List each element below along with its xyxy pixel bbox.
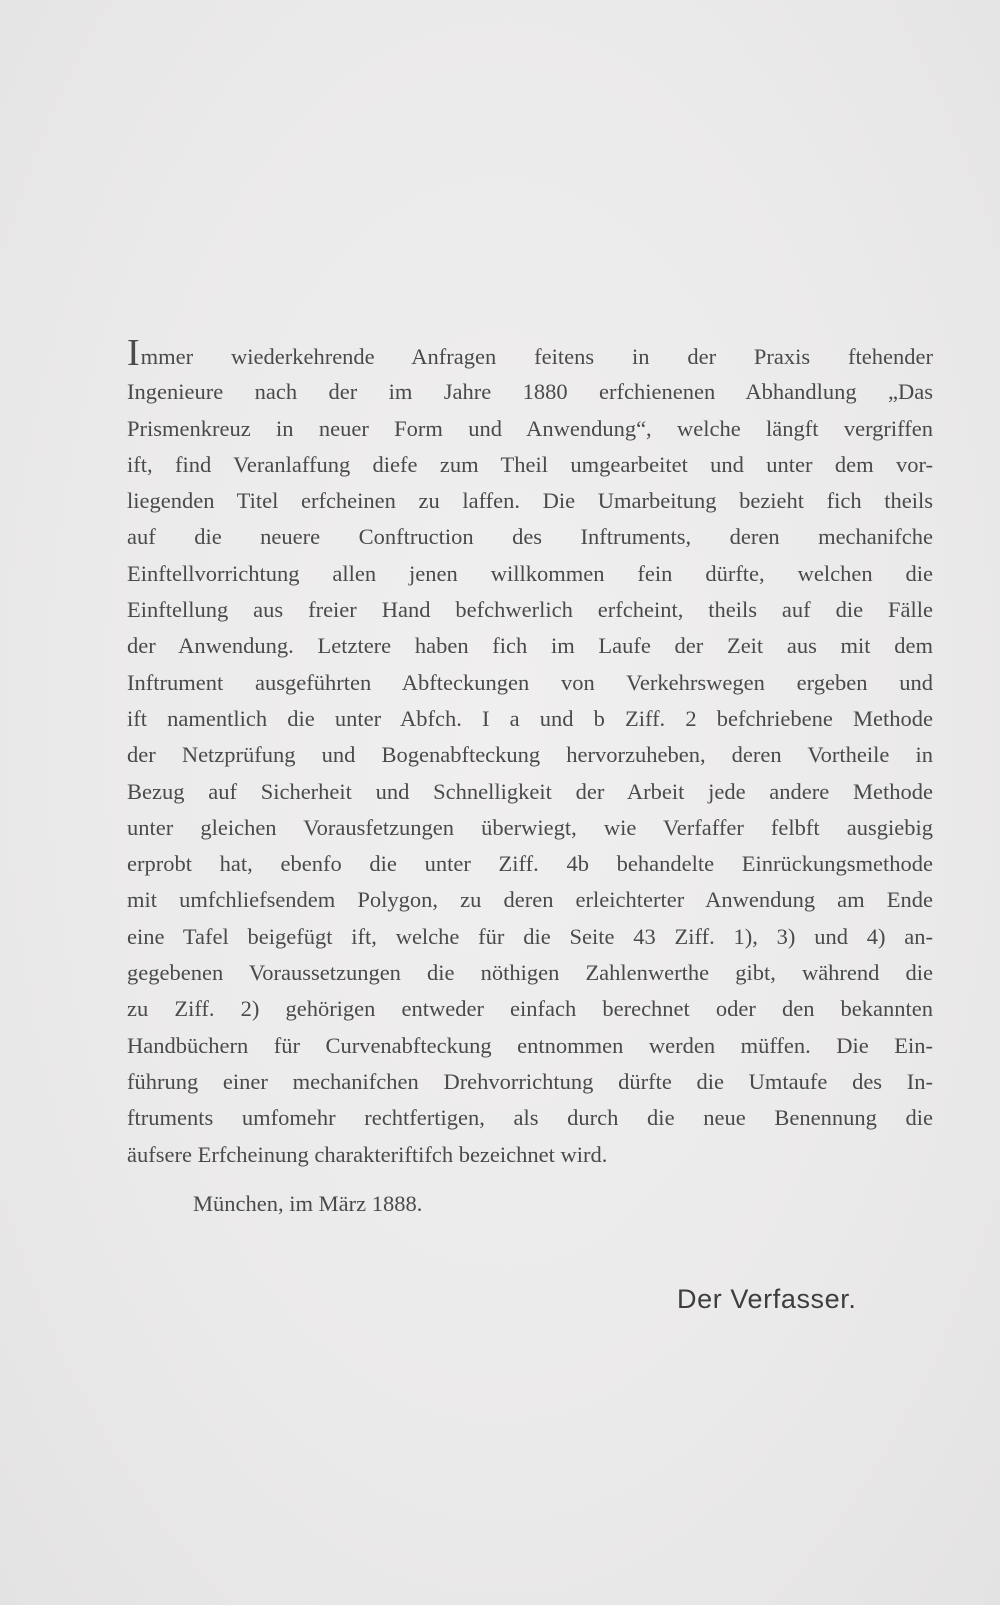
- text-line: Handbüchern für Curvenabfteckung entnommen werden müffen. Die Ein-: [127, 1032, 933, 1058]
- text-line: Prismenkreuz in neuer Form und Anwendung“, welche längft vergriffen: [127, 415, 933, 441]
- text-line: ift namentlich die unter Abfch. I a und b Ziff. 2 befchriebene Methode: [127, 705, 933, 731]
- text-line: Bezug auf Sicherheit und Schnelligkeit der Arbeit jede andere Methode: [127, 778, 933, 804]
- place-date: München, im März 1888.: [193, 1191, 423, 1216]
- text-line: Inftrument ausgeführten Abfteckungen von Verkehrswegen ergeben und: [127, 669, 933, 695]
- text-line: auf die neuere Conftruction des Inftruments, deren mechanifche: [127, 524, 933, 550]
- text-line: ift, find Veranlaffung diefe zum Theil umgearbeitet und unter dem vor-: [127, 451, 933, 477]
- text-line: der Netzprüfung und Bogenabfteckung hervorzuheben, deren Vortheile in: [127, 742, 933, 768]
- text-line-1-rest: mmer wiederkehrende Anfragen feitens in der Praxis ftehender: [140, 344, 933, 369]
- text-line: mit umfchliefsendem Polygon, zu deren erleichterter Anwendung am Ende: [127, 887, 933, 913]
- author-signature: Der Verfasser.: [677, 1284, 857, 1314]
- text-line: der Anwendung. Letztere haben fich im Laufe der Zeit aus mit dem: [127, 633, 933, 659]
- preface-text: [127, 332, 933, 1173]
- text-line: zu Ziff. 2) gehörigen entweder einfach berechnet oder den bekannten: [127, 996, 933, 1022]
- text-line-1: [127, 332, 933, 374]
- text-line-last: äufsere Erfcheinung charakteriftifch bezeichnet wird.: [127, 1141, 608, 1167]
- text-line: liegenden Titel erfcheinen zu laffen. Die Umarbeitung bezieht fich theils: [127, 488, 933, 514]
- text-line: führung einer mechanifchen Drehvorrichtung dürfte die Umtaufe des In-: [127, 1068, 933, 1094]
- text-line: erprobt hat, ebenfo die unter Ziff. 4b behandelte Einrückungsmethode: [127, 851, 933, 877]
- text-line: gegebenen Voraussetzungen die nöthigen Zahlenwerthe gibt, während die: [127, 960, 933, 986]
- text-line: eine Tafel beigefügt ift, welche für die Seite 43 Ziff. 1), 3) und 4) an-: [127, 923, 933, 949]
- drop-cap: I: [127, 332, 140, 374]
- text-line: Einftellvorrichtung allen jenen willkommen fein dürfte, welchen die: [127, 560, 933, 586]
- text-line: Einftellung aus freier Hand befchwerlich erfcheint, theils auf die Fälle: [127, 597, 933, 623]
- text-line: ftruments umfomehr rechtfertigen, als durch die neue Benennung die: [127, 1105, 933, 1131]
- text-line: unter gleichen Vorausfetzungen überwiegt, wie Verfaffer felbft ausgiebig: [127, 814, 933, 840]
- text-line: Ingenieure nach der im Jahre 1880 erfchienenen Abhandlung „Das: [127, 379, 933, 405]
